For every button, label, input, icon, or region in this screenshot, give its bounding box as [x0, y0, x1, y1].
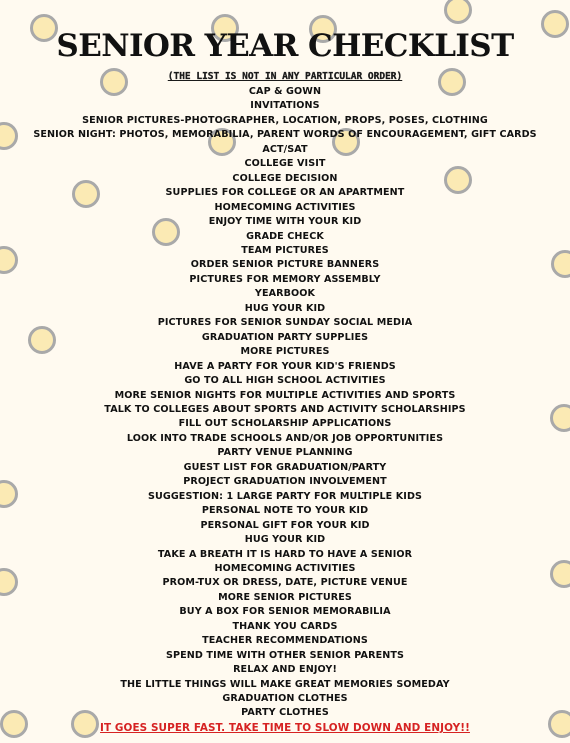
checklist-item: GRADE CHECK — [246, 230, 324, 242]
checklist-item: HUG YOUR KID — [244, 302, 326, 314]
checklist-item: HOMECOMING ACTIVITIES — [214, 201, 356, 213]
checklist-item: LOOK INTO TRADE SCHOOLS AND/OR JOB OPPORTUNITIES — [126, 432, 444, 444]
checklist — [0, 85, 570, 736]
checklist-content — [0, 28, 570, 736]
checklist-item: TEAM PICTURES — [241, 244, 329, 256]
checklist-item: PARTY VENUE PLANNING — [217, 447, 353, 459]
checklist-item: TALK TO COLLEGES ABOUT SPORTS AND ACTIVITY SCHOLARSHIPS — [104, 403, 466, 415]
checklist-item: PROM-TUX OR DRESS, DATE, PICTURE VENUE — [162, 577, 408, 589]
checklist-item: COLLEGE DECISION — [232, 172, 338, 184]
checklist-item: MORE SENIOR NIGHTS FOR MULTIPLE ACTIVITIES AND SPORTS — [114, 389, 456, 401]
checklist-item: SPEND TIME WITH OTHER SENIOR PARENTS — [166, 649, 404, 661]
checklist-item: TAKE A BREATH IT IS HARD TO HAVE A SENIOR — [157, 548, 413, 560]
checklist-item: MORE PICTURES — [240, 346, 330, 358]
checklist-item: PICTURES FOR MEMORY ASSEMBLY — [189, 273, 381, 285]
checklist-item: RELAX AND ENJOY! — [233, 664, 337, 676]
checklist-item: SENIOR PICTURES-PHOTOGRAPHER, LOCATION, PROPS, POSES, CLOTHING — [82, 114, 488, 126]
checklist-item: HOMECOMING ACTIVITIES — [214, 562, 356, 574]
checklist-item: PARTY CLOTHES — [241, 707, 329, 719]
polka-dot — [444, 0, 472, 24]
checklist-item: COLLEGE VISIT — [244, 158, 326, 170]
checklist-item: SUGGESTION: 1 LARGE PARTY FOR MULTIPLE KIDS — [147, 490, 423, 502]
checklist-item: PERSONAL GIFT FOR YOUR KID — [200, 519, 370, 531]
checklist-item: ORDER SENIOR PICTURE BANNERS — [190, 259, 380, 271]
checklist-item: MORE SENIOR PICTURES — [218, 591, 352, 603]
page-title: SENIOR YEAR CHECKLIST — [56, 28, 514, 64]
checklist-item: PERSONAL NOTE TO YOUR KID — [201, 505, 369, 517]
checklist-item: HAVE A PARTY FOR YOUR KID'S FRIENDS — [174, 360, 396, 372]
checklist-item: PICTURES FOR SENIOR SUNDAY SOCIAL MEDIA — [157, 317, 413, 329]
checklist-item: GRADUATION CLOTHES — [222, 693, 348, 705]
checklist-item: GRADUATION PARTY SUPPLIES — [201, 331, 369, 343]
checklist-item: PROJECT GRADUATION INVOLVEMENT — [183, 476, 387, 488]
checklist-item: GO TO ALL HIGH SCHOOL ACTIVITIES — [184, 375, 386, 387]
checklist-item: THE LITTLE THINGS WILL MAKE GREAT MEMORIES SOMEDAY — [120, 678, 450, 690]
checklist-item: GUEST LIST FOR GRADUATION/PARTY — [183, 461, 387, 473]
page-subtitle: (THE LIST IS NOT IN ANY PARTICULAR ORDER) — [167, 71, 403, 82]
checklist-item: ACT/SAT — [262, 143, 308, 155]
checklist-item: BUY A BOX FOR SENIOR MEMORABILIA — [179, 606, 391, 618]
checklist-item: THANK YOU CARDS — [232, 620, 338, 632]
checklist-item: FILL OUT SCHOLARSHIP APPLICATIONS — [178, 418, 392, 430]
checklist-item: SENIOR NIGHT: PHOTOS, MEMORABILIA, PARENT WORDS OF ENCOURAGEMENT, GIFT CARDS — [33, 129, 537, 141]
checklist-item: YEARBOOK — [254, 288, 316, 300]
checklist-item: HUG YOUR KID — [244, 534, 326, 546]
checklist-item: CAP & GOWN — [248, 86, 322, 97]
checklist-item: ENJOY TIME WITH YOUR KID — [208, 216, 362, 228]
checklist-item: TEACHER RECOMMENDATIONS — [202, 635, 368, 647]
checklist-item: SUPPLIES FOR COLLEGE OR AN APARTMENT — [165, 187, 405, 199]
closing-note: IT GOES SUPER FAST. TAKE TIME TO SLOW DOWN AND ENJOY!! — [100, 721, 470, 734]
checklist-item: INVITATIONS — [250, 100, 320, 112]
